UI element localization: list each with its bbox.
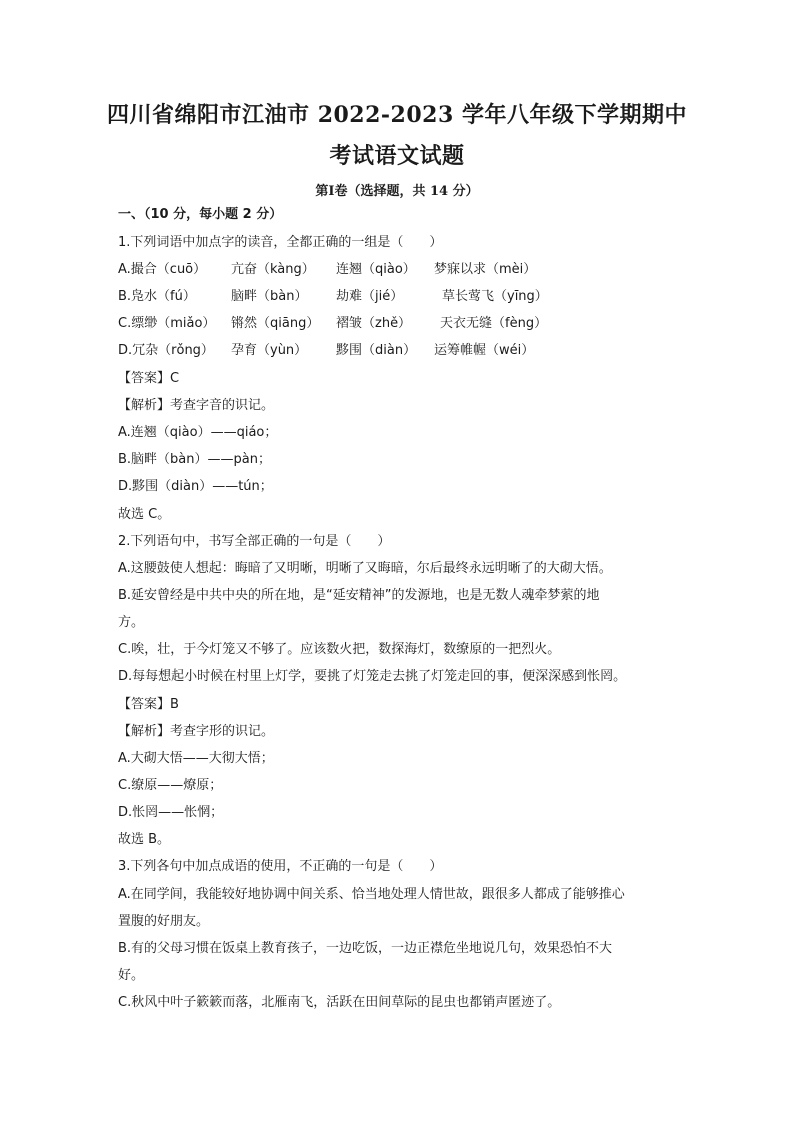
- q2-option-a: A.这腰鼓使人想起：晦暗了又明晰，明晰了又晦暗，尔后最终永远明晰了的大砌大悟。: [118, 561, 612, 576]
- q3-stem: 3.下列各句中加点成语的使用，不正确的一句是（ ）: [118, 859, 443, 874]
- q1-note-a: A.连翘（qiào）——qiáo；: [118, 425, 278, 440]
- q3-option-b: B.有的父母习惯在饭桌上教育孩子，一边吃饭，一边正襟危坐地说几句，效果恐怕不大: [118, 941, 613, 956]
- q2-option-c: C.唉，壮，于今灯笼又不够了。应该数火把，数探海灯，数缭原的一把烈火。: [118, 642, 561, 657]
- q2-option-b-cont: 方。: [118, 615, 145, 630]
- section-heading: 一、（10 分，每小题 2 分）: [118, 207, 283, 222]
- q1-d-word-1: D.冗杂（rǒng）: [118, 343, 214, 358]
- q1-a-word-2: 亢奋（kàng）: [231, 262, 315, 277]
- q2-option-b: B.延安曾经是中共中央的所在地，是“延安精神”的发源地，也是无数人魂牵梦萦的地: [118, 588, 600, 603]
- q1-analysis: 【解析】考查字音的识记。: [118, 398, 275, 413]
- q1-stem: 1.下列词语中加点字的读音，全都正确的一组是（ ）: [118, 235, 443, 250]
- q1-c-word-4: 天衣无缝（fèng）: [440, 316, 548, 331]
- document-title-line-1: 四川省绵阳市江油市 2022-2023 学年八年级下学期期中: [107, 102, 687, 128]
- q1-note-b: B.脑畔（bàn）——pàn；: [118, 452, 271, 467]
- q2-note-d: D.怅罔——怅惘；: [118, 805, 224, 820]
- q2-option-d: D.每每想起小时候在村里上灯学，要挑了灯笼走去挑了灯笼走回的事，便深深感到怅罔。: [118, 669, 627, 684]
- q1-option-d: [118, 342, 534, 360]
- q1-c-word-2: 锵然（qiāng）: [231, 316, 320, 331]
- q1-conclusion: 故选 C。: [118, 507, 171, 522]
- q2-conclusion: 故选 B。: [118, 832, 171, 847]
- part-heading: 第Ⅰ卷（选择题，共 14 分）: [315, 184, 479, 199]
- q1-a-word-4: 梦寐以求（mèi）: [434, 262, 537, 277]
- q3-option-a: A.在同学间，我能较好地协调中间关系、恰当地处理人情世故，跟很多人都成了能够推心: [118, 887, 625, 902]
- q2-note-a: A.大砌大悟——大彻大悟；: [118, 751, 274, 766]
- q1-answer: 【答案】C: [118, 371, 180, 386]
- q3-option-c: C.秋风中叶子簌簌而落，北雁南飞，活跃在田间草际的昆虫也都销声匿迹了。: [118, 995, 561, 1010]
- q1-option-c: [118, 315, 547, 333]
- q1-d-word-3: 黟围（diàn）: [336, 343, 417, 358]
- q1-b-word-4: 草长莺飞（yīng）: [442, 289, 548, 304]
- q1-b-word-2: 脑畔（bàn）: [231, 289, 308, 304]
- q1-d-word-2: 孕育（yùn）: [231, 343, 308, 358]
- document-title-line-2: 考试语文试题: [329, 143, 465, 169]
- q2-stem: 2.下列语句中，书写全部正确的一句是（ ）: [118, 534, 391, 549]
- q2-note-c: C.缭原——燎原；: [118, 778, 223, 793]
- q1-a-word-3: 连翘（qiào）: [336, 262, 416, 277]
- q1-option-b: [118, 288, 548, 306]
- q1-c-word-1: C.缥缈（miǎo）: [118, 316, 216, 331]
- q3-option-a-cont: 置腹的好朋友。: [118, 914, 210, 929]
- q1-b-word-3: 劫难（jié）: [336, 289, 404, 304]
- q1-note-d: D.黟围（diàn）——tún；: [118, 479, 273, 494]
- q1-d-word-4: 运筹帷幄（wéi）: [434, 343, 535, 358]
- q1-a-word-1: A.撮合（cuō）: [118, 262, 207, 277]
- q1-c-word-3: 褶皱（zhě）: [336, 316, 412, 331]
- q2-answer: 【答案】B: [118, 697, 179, 712]
- q1-b-word-1: B.凫水（fú）: [118, 289, 196, 304]
- q1-option-a: [118, 261, 536, 279]
- q2-analysis: 【解析】考查字形的识记。: [118, 724, 275, 739]
- q3-option-b-cont: 好。: [118, 968, 145, 983]
